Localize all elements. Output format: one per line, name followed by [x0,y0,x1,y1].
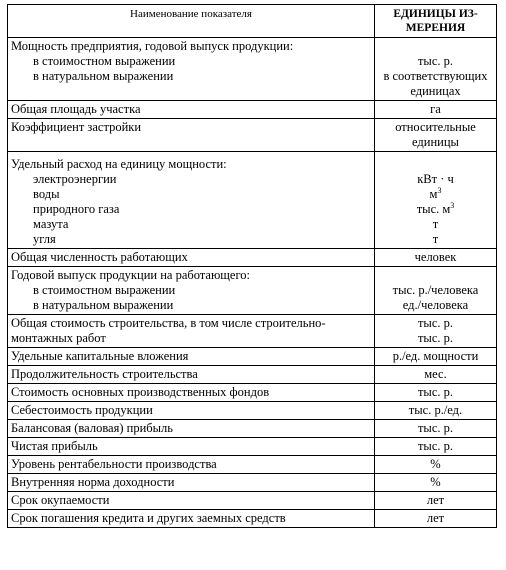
unit-value: тыс. р./ед. [375,402,497,420]
table-row [8,510,497,528]
unit-value: т [432,232,439,246]
unit-value: $м^3$ [429,185,442,201]
indicator-name: Уровень рентабельности производства [8,456,375,474]
unit-value: тыс. р. [417,331,454,345]
indicator-name: Удельные капитальные вложения [8,348,375,366]
unit-value: ед./человека [402,298,469,312]
indicator-name: Чистая прибыль [8,438,375,456]
indicator-subitem: угля [33,232,56,246]
indicator-subitem: в натуральном выражении [33,69,174,83]
indicator-name-cell [8,267,375,315]
unit-value: относительные единицы [375,119,497,152]
indicator-name: Продолжительность строительства [8,366,375,384]
unit-value: мес. [375,366,497,384]
unit-value: лет [375,492,497,510]
table-row [8,438,497,456]
unit-value: тыс. р./человека [392,283,479,297]
indicator-name: Годовой выпуск продукции на работающего: [11,268,251,282]
unit-value: % [375,456,497,474]
unit-value: тыс. р. [375,438,497,456]
indicator-name: Общая площадь участка [8,101,375,119]
indicator-subitem: природного газа [33,202,120,216]
indicator-subitem: электроэнергии [33,172,117,186]
unit-value: р./ед. мощности [375,348,497,366]
indicator-subitem: в натуральном выражении [33,298,174,312]
table-row [8,249,497,267]
table-row [8,384,497,402]
header-unit-column: ЕДИНИЦЫ ИЗ-МЕРЕНИЯ [375,5,497,38]
unit-value: тыс. р. [375,420,497,438]
indicator-name: Балансовая (валовая) прибыль [8,420,375,438]
table-header-row [8,5,497,38]
table-row [8,456,497,474]
indicator-name: Срок окупаемости [8,492,375,510]
indicator-name: Общая стоимость строительства, в том числе строительно-монтажных работ [8,315,375,348]
unit-value: % [375,474,497,492]
indicator-name-cell [8,38,375,101]
indicator-subitem: в стоимостном выражении [33,54,176,68]
indicator-subitem: в стоимостном выражении [33,283,176,297]
indicator-name: Удельный расход на единицу мощности: [11,157,227,171]
unit-value: кВт · ч [417,172,454,186]
unit-cell [375,315,497,348]
indicator-subitem: мазута [33,217,69,231]
indicator-name: Стоимость основных производственных фондов [8,384,375,402]
indicator-subitem: воды [33,187,60,201]
header-name-column: Наименование показателя [8,5,375,38]
indicator-name-cell [8,152,375,249]
unit-cell [375,152,497,249]
unit-value: тыс. р. [417,54,454,68]
unit-value: человек [375,249,497,267]
indicators-table [7,4,497,528]
table-row [8,267,497,315]
table-row [8,315,497,348]
indicator-name: Мощность предприятия, годовой выпуск продукции: [11,39,294,53]
unit-value: лет [375,510,497,528]
table-row [8,119,497,152]
unit-value: тыс. р. [375,384,497,402]
indicator-name: Срок погашения кредита и других заемных средств [8,510,375,528]
table-row [8,366,497,384]
table-row [8,101,497,119]
unit-value: тыс. р. [417,316,454,330]
indicator-name: Внутренняя норма доходности [8,474,375,492]
table-row [8,474,497,492]
table-row [8,152,497,249]
unit-value: тыс. $м^3$ [416,200,455,216]
unit-value: га [375,101,497,119]
table-row [8,348,497,366]
indicator-name: Общая численность работающих [8,249,375,267]
table-row [8,492,497,510]
unit-value: в соответствующих единицах [383,69,488,98]
table-row [8,420,497,438]
indicator-name: Себестоимость продукции [8,402,375,420]
table-row [8,402,497,420]
unit-cell [375,38,497,101]
unit-cell [375,267,497,315]
unit-value: т [432,217,439,231]
table-row [8,38,497,101]
indicator-name: Коэффициент застройки [8,119,375,152]
